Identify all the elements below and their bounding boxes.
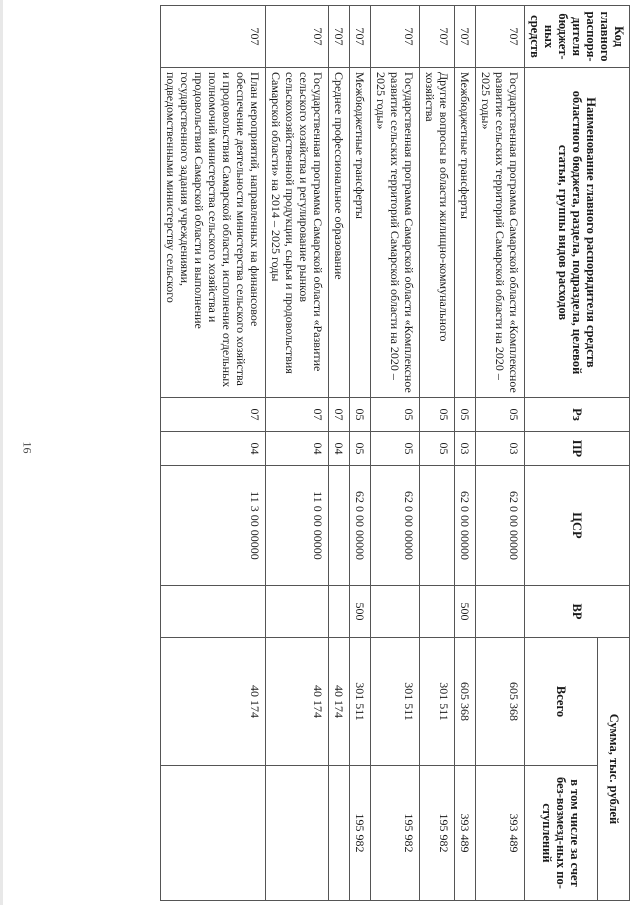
cell-csr: 11 3 00 00000 — [161, 466, 266, 586]
cell-rz: 07 — [329, 398, 350, 432]
cell-vr — [161, 586, 266, 638]
table-row — [161, 6, 266, 901]
table-row — [371, 6, 420, 901]
cell-code: 707 — [161, 6, 266, 68]
cell-rz: 05 — [350, 398, 371, 432]
cell-code: 707 — [455, 6, 476, 68]
cell-csr: 62 0 00 00000 — [350, 466, 371, 586]
table-row — [476, 6, 525, 901]
cell-gratuitous: 393 489 — [455, 766, 476, 901]
cell-total: 301 511 — [350, 638, 371, 766]
page-number: 16 — [20, 441, 35, 454]
cell-csr: 62 0 00 00000 — [455, 466, 476, 586]
cell-name: Государственная программа Самарской области «Комплексное развитие сельских территорий Самарской области на 2020 – 2025 годы» — [371, 68, 420, 398]
cell-vr: 500 — [455, 586, 476, 638]
header-vr: ВР — [525, 586, 630, 638]
table-row — [420, 6, 455, 901]
header-code: Код главного распоря-дителя бюджет-ных средств — [525, 6, 630, 68]
cell-rz: 05 — [455, 398, 476, 432]
cell-name: План мероприятий, направленных на финансовое обеспечение деятельности министерства сельского хозяйства и продовольствия Самарской области, исполнение отдельных полномочий министерства сельского хозяйства и продовольствия Самарской области и выполнение государственного задания учреждениями, подведомственными министерству сельского — [161, 68, 266, 398]
header-sum-group: Сумма, тыс. рублей — [598, 638, 630, 901]
cell-csr: 62 0 00 00000 — [476, 466, 525, 586]
cell-pr: 03 — [476, 432, 525, 466]
cell-total: 40 174 — [161, 638, 266, 766]
table-row — [350, 6, 371, 901]
table-row — [266, 6, 329, 901]
cell-vr — [329, 586, 350, 638]
rotated-page — [60, 0, 635, 905]
cell-rz: 05 — [420, 398, 455, 432]
cell-gratuitous: 195 982 — [371, 766, 420, 901]
cell-name: Межбюджетные трансферты — [455, 68, 476, 398]
cell-code: 707 — [420, 6, 455, 68]
header-pr: ПР — [525, 432, 630, 466]
cell-gratuitous — [329, 766, 350, 901]
cell-pr: 04 — [266, 432, 329, 466]
cell-name: Среднее профессиональное образование — [329, 68, 350, 398]
cell-total: 605 368 — [476, 638, 525, 766]
cell-vr — [371, 586, 420, 638]
cell-pr: 05 — [350, 432, 371, 466]
cell-gratuitous: 393 489 — [476, 766, 525, 901]
cell-code: 707 — [350, 6, 371, 68]
table-row — [329, 6, 350, 901]
cell-code: 707 — [476, 6, 525, 68]
cell-pr: 05 — [420, 432, 455, 466]
cell-gratuitous — [266, 766, 329, 901]
cell-csr — [420, 466, 455, 586]
cell-total: 40 174 — [329, 638, 350, 766]
cell-total: 301 511 — [371, 638, 420, 766]
cell-name: Государственная программа Самарской области «Комплексное развитие сельских территорий Самарской области на 2020 – 2025 годы» — [476, 68, 525, 398]
table-row — [455, 6, 476, 901]
cell-name: Другие вопросы в области жилищно-коммунального хозяйства — [420, 68, 455, 398]
scan-edge — [0, 0, 3, 905]
cell-rz: 07 — [161, 398, 266, 432]
header-total: Всего — [525, 638, 599, 766]
cell-vr — [266, 586, 329, 638]
cell-name: Государственная программа Самарской области «Развитие сельского хозяйства и регулирование рынков сельскохозяйственной продукции, сырья и продовольствия Самарской области» на 2014 – 2025 годы — [266, 68, 329, 398]
cell-csr: 62 0 00 00000 — [371, 466, 420, 586]
cell-total: 40 174 — [266, 638, 329, 766]
cell-vr: 500 — [350, 586, 371, 638]
cell-code: 707 — [329, 6, 350, 68]
cell-csr — [329, 466, 350, 586]
cell-name: Межбюджетные трансферты — [350, 68, 371, 398]
cell-pr: 04 — [161, 432, 266, 466]
cell-rz: 07 — [266, 398, 329, 432]
cell-pr: 05 — [371, 432, 420, 466]
cell-pr: 03 — [455, 432, 476, 466]
header-name: Наименование главного распорядителя средств областного бюджета, раздела, подраздела, целевой статьи, группы видов расходов — [525, 68, 630, 398]
cell-pr: 04 — [329, 432, 350, 466]
cell-code: 707 — [266, 6, 329, 68]
cell-rz: 05 — [476, 398, 525, 432]
cell-gratuitous: 195 982 — [350, 766, 371, 901]
header-gratuitous: в том числе за счет без-возмезд-ных по-ступлений — [525, 766, 599, 901]
cell-gratuitous: 195 982 — [420, 766, 455, 901]
cell-total: 301 511 — [420, 638, 455, 766]
cell-vr — [476, 586, 525, 638]
header-csr: ЦСР — [525, 466, 630, 586]
cell-code: 707 — [371, 6, 420, 68]
header-rz: Рз — [525, 398, 630, 432]
cell-gratuitous — [161, 766, 266, 901]
budget-table — [160, 5, 630, 901]
cell-vr — [420, 586, 455, 638]
cell-csr: 11 0 00 00000 — [266, 466, 329, 586]
cell-total: 605 368 — [455, 638, 476, 766]
cell-rz: 05 — [371, 398, 420, 432]
